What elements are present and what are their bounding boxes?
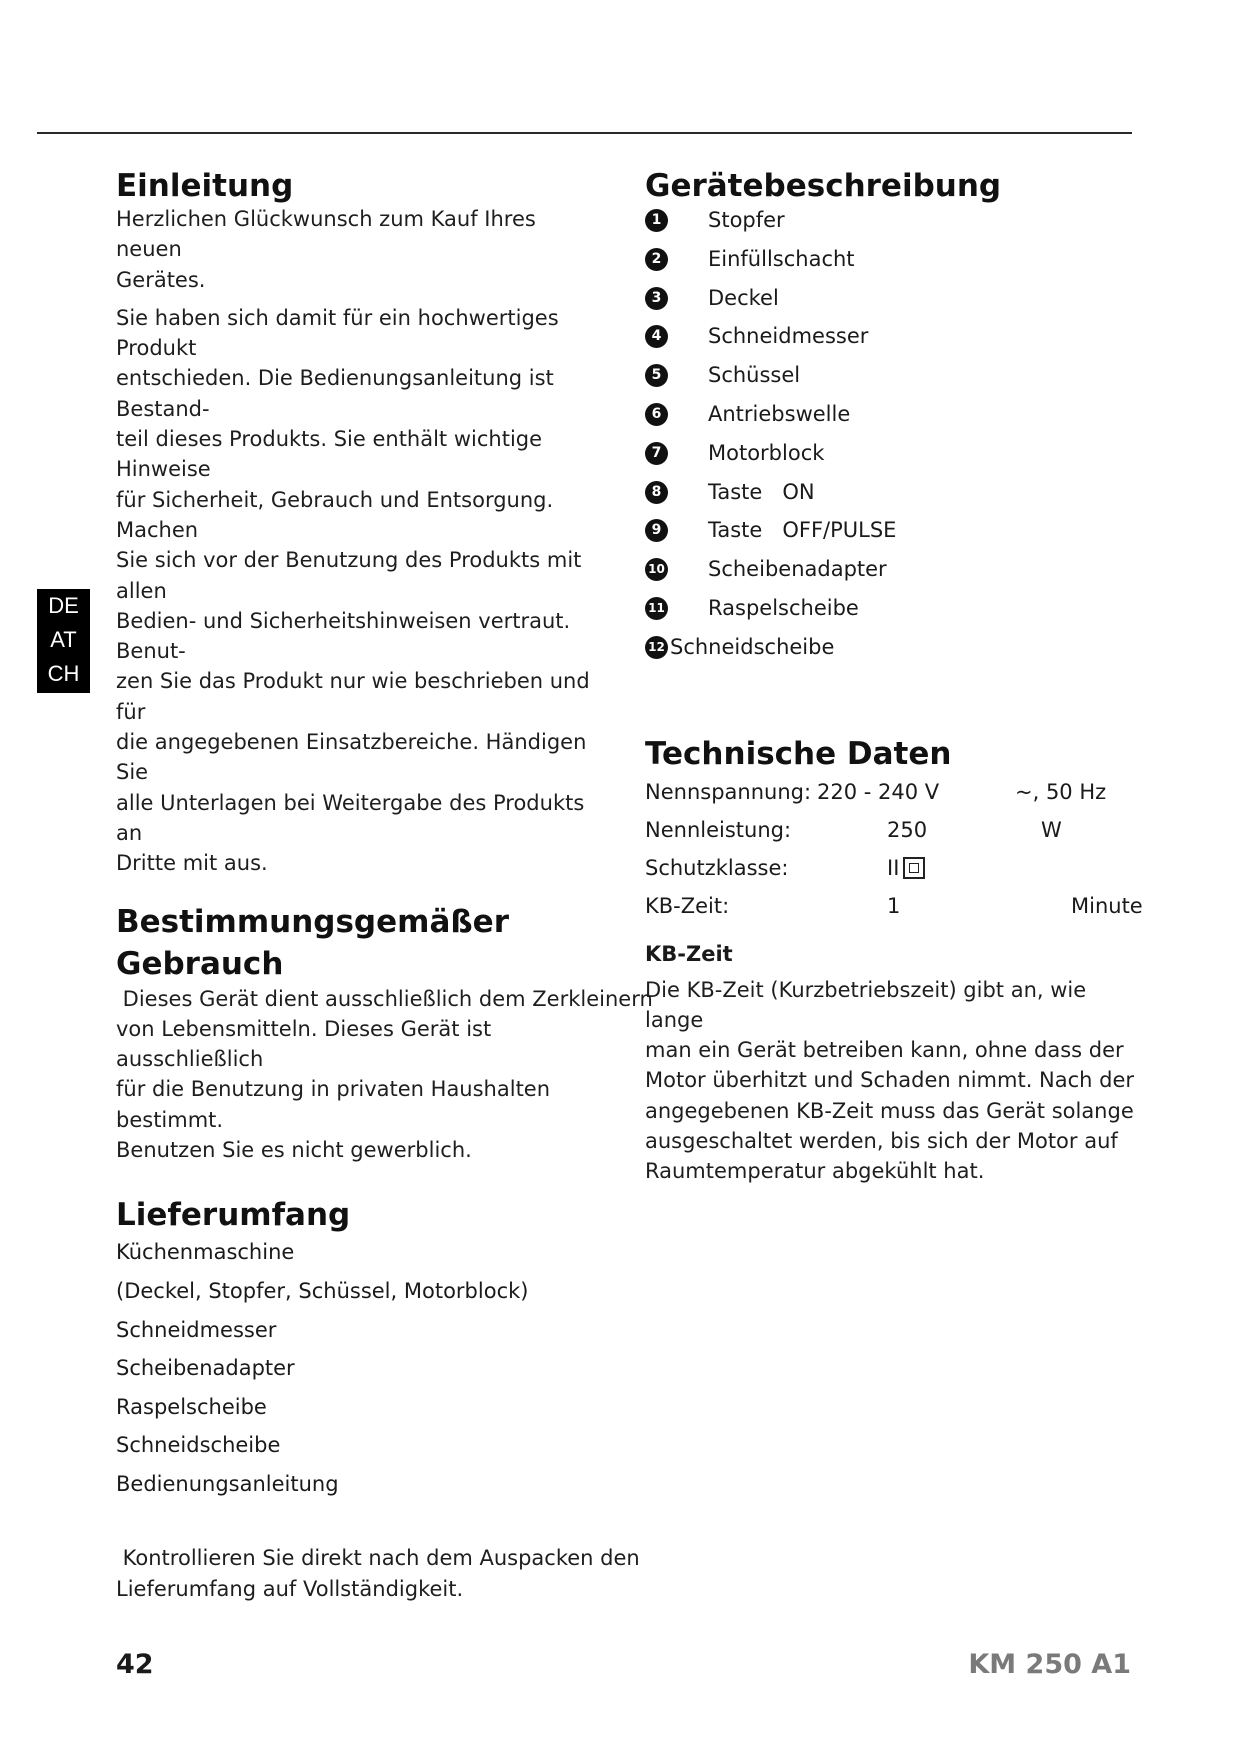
kb-zeit-subheading: KB-Zeit: [645, 941, 733, 966]
spec-unit: W: [1041, 817, 1062, 842]
number-badge: 3: [645, 287, 668, 310]
text-line: Die KB-Zeit (Kurzbetriebszeit) gibt an, wie lange: [645, 977, 1087, 1032]
part-item: [645, 589, 1145, 628]
spec-value: 250: [887, 817, 928, 842]
text-line: Sie haben sich damit für ein hochwertiges Produkt: [116, 305, 559, 361]
text-line: Herzlichen Glückwunsch zum Kauf Ihres neuen: [116, 207, 536, 262]
spec-row-spannung: [645, 773, 1145, 811]
list-item: Raspelscheibe: [116, 1394, 267, 1419]
page-number: 42: [116, 1649, 154, 1680]
part-item: [645, 356, 1145, 395]
part-item: [645, 511, 1145, 550]
part-label: Schneidmesser: [708, 324, 869, 349]
spec-label: Schutzklasse:: [645, 855, 789, 880]
text-line: ausgeschaltet werden, bis sich der Motor auf: [645, 1129, 1118, 1154]
spec-value: 220 - 240 V: [817, 779, 940, 804]
part-item: [645, 201, 1145, 240]
text-line: man ein Gerät betreiben kann, ohne dass der: [645, 1038, 1124, 1063]
number-badge: 6: [645, 403, 668, 426]
part-label: Deckel: [708, 285, 779, 310]
list-item: Scheibenadapter: [116, 1356, 295, 1381]
heading-line: Gebrauch: [116, 945, 284, 982]
left-column: [116, 165, 653, 1604]
spec-value: 1: [887, 893, 901, 918]
heading-line: Bestimmungsgemäßer: [116, 903, 509, 940]
text-line: entschieden. Die Bedienungsanleitung ist Bestand-: [116, 366, 554, 421]
gebrauch-para: [116, 984, 653, 1166]
number-badge: 8: [645, 481, 668, 504]
text-line: angegebenen KB-Zeit muss das Gerät solange: [645, 1098, 1134, 1123]
lang-at: AT: [50, 627, 77, 652]
text-line: Benutzen Sie es nicht gewerblich.: [116, 1138, 472, 1163]
text-line: Kontrollieren Sie direkt nach dem Auspacken den: [116, 1546, 640, 1571]
number-badge: 4: [645, 325, 668, 348]
part-label: Scheibenadapter: [708, 557, 887, 582]
lang-de: DE: [48, 593, 79, 618]
spec-row-schutzklasse: [645, 849, 1145, 887]
einleitung-para-1: [116, 204, 608, 295]
part-label: Stopfer: [708, 208, 785, 232]
spec-row-kbzeit: [645, 887, 1145, 925]
number-badge: 1: [645, 209, 668, 232]
parts-list: [645, 201, 1145, 667]
einleitung-heading: Einleitung: [116, 168, 294, 204]
spec-row-leistung: [645, 811, 1145, 849]
spec-value: II: [887, 855, 900, 880]
list-item: Küchenmaschine: [116, 1240, 295, 1265]
einleitung-para-2: [116, 303, 608, 879]
spec-label: Nennleistung:: [645, 817, 792, 842]
part-item: [645, 279, 1145, 318]
list-item: Schneidmesser: [116, 1317, 277, 1342]
part-item: [645, 628, 1145, 667]
list-item: Bedienungsanleitung: [116, 1471, 339, 1496]
part-label: Schüssel: [708, 363, 801, 388]
text-line: zen Sie das Produkt nur wie beschrieben und für: [116, 669, 590, 724]
text-line: Lieferumfang auf Vollständigkeit.: [116, 1576, 464, 1601]
spec-label: KB-Zeit:: [645, 893, 730, 918]
number-badge: 2: [645, 248, 668, 271]
spec-label: Nennspannung:: [645, 779, 812, 804]
part-item: [645, 473, 1145, 512]
number-badge: 10: [645, 558, 668, 581]
text-line: für die Benutzung in privaten Haushalten bestimmt.: [116, 1077, 551, 1132]
number-badge: 11: [645, 597, 668, 620]
part-label: Schneidscheibe: [670, 634, 835, 659]
spec-unit: ~, 50 Hz: [1015, 779, 1107, 804]
text-line: Motor überhitzt und Schaden nimmt. Nach der: [645, 1068, 1135, 1093]
text-line: die angegebenen Einsatzbereiche. Händigen Sie: [116, 730, 587, 785]
part-item: [645, 240, 1145, 279]
model-name: KM 250 A1: [968, 1649, 1131, 1680]
lieferumfang-note: [116, 1543, 640, 1604]
gebrauch-heading: [116, 901, 608, 985]
part-label: Einfüllschacht: [708, 246, 855, 271]
part-label: Motorblock: [708, 440, 825, 465]
text-line: Sie sich vor der Benutzung des Produkts mit allen: [116, 548, 582, 603]
text-line: Dritte mit aus.: [116, 851, 268, 876]
number-badge: 9: [645, 519, 668, 542]
spec-table: [645, 773, 1145, 925]
technik-heading: Technische Daten: [645, 735, 952, 772]
text-line: alle Unterlagen bei Weitergabe des Produkts an: [116, 790, 585, 845]
part-label: Raspelscheibe: [708, 595, 859, 620]
spec-unit: Minute: [1071, 893, 1143, 918]
lang-ch: CH: [47, 661, 80, 686]
part-item: [645, 434, 1145, 473]
part-label: Antriebswelle: [708, 401, 851, 426]
part-item: [645, 395, 1145, 434]
text-line: teil dieses Produkts. Sie enthält wichtige Hinweise: [116, 427, 543, 482]
text-line: Bedien- und Sicherheitshinweisen vertraut. Benut-: [116, 608, 571, 664]
lieferumfang-heading: Lieferumfang: [116, 1197, 351, 1234]
top-rule: [37, 132, 1132, 134]
list-item: Schneidscheibe: [116, 1433, 281, 1458]
kb-zeit-para: [645, 975, 1145, 1187]
geraet-heading: Gerätebeschreibung: [645, 168, 1002, 204]
right-column: [645, 165, 1145, 1187]
text-line: Gerätes.: [116, 267, 206, 292]
part-label: Taste OFF/PULSE: [708, 518, 897, 543]
part-item: [645, 550, 1145, 589]
language-tab: [37, 589, 90, 693]
list-item: (Deckel, Stopfer, Schüssel, Motorblock): [116, 1278, 529, 1303]
text-line: von Lebensmitteln. Dieses Gerät ist ausschließlich: [116, 1016, 492, 1072]
number-badge: 7: [645, 442, 668, 465]
text-line: Raumtemperatur abgekühlt hat.: [645, 1159, 985, 1184]
lieferumfang-list: [116, 1233, 608, 1503]
part-label: Taste ON: [708, 479, 815, 504]
text-line: Dieses Gerät dient ausschließlich dem Zerkleinern: [116, 986, 653, 1011]
number-badge: 12: [645, 636, 668, 659]
part-item: [645, 317, 1145, 356]
text-line: für Sicherheit, Gebrauch und Entsorgung. Machen: [116, 487, 554, 542]
number-badge: 5: [645, 364, 668, 387]
